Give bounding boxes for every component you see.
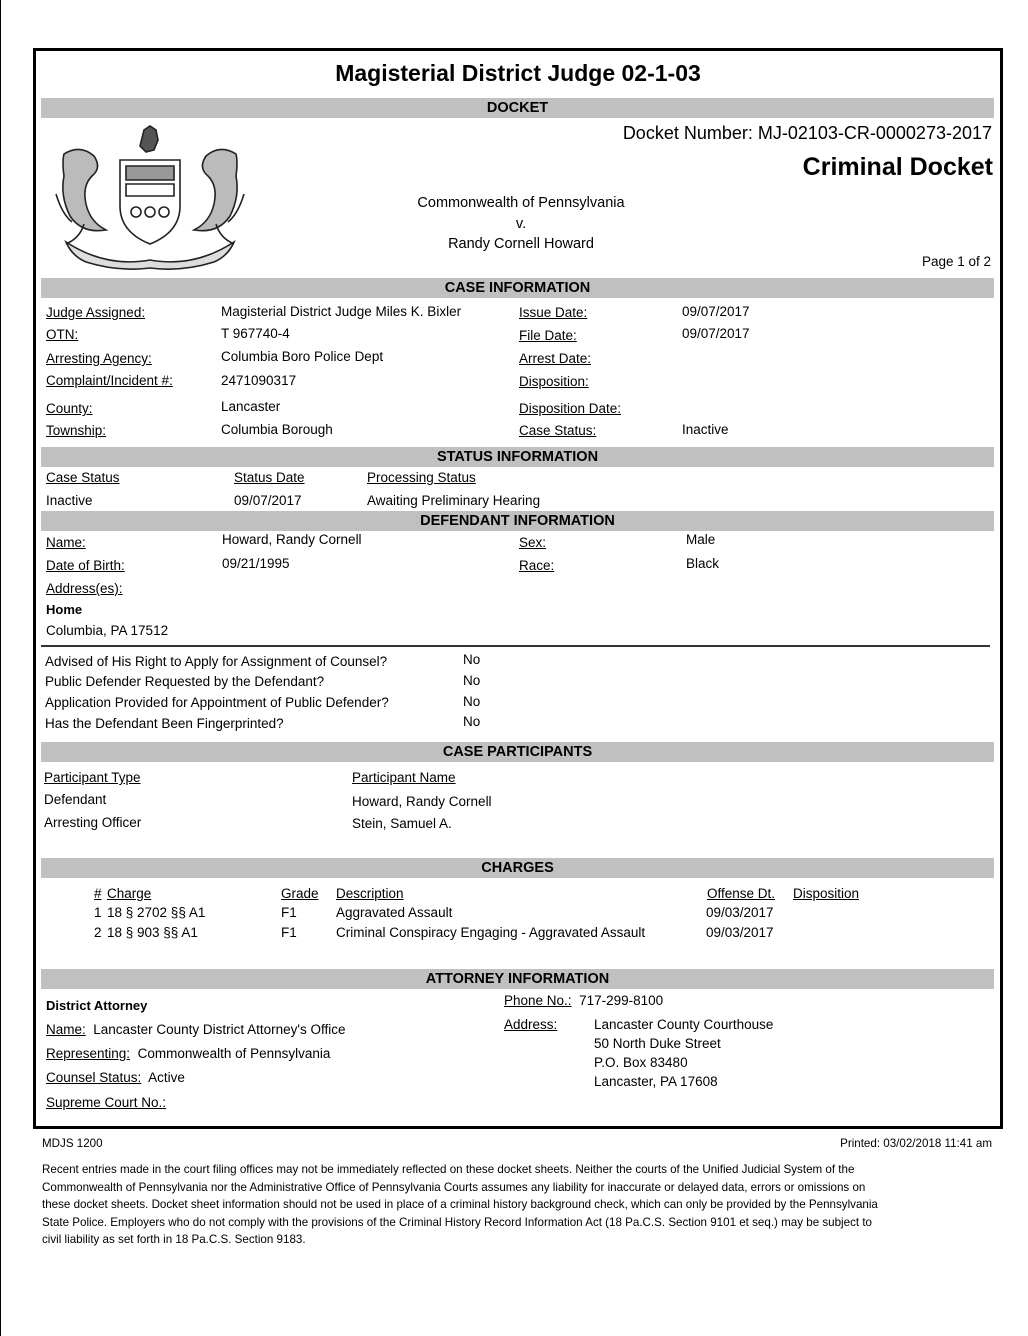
participant-name: Stein, Samuel A. xyxy=(352,816,452,831)
counsel-status-label: Counsel Status: xyxy=(46,1070,142,1085)
file-date-label: File Date: xyxy=(519,328,577,343)
attorney-address-line: Lancaster, PA 17608 xyxy=(594,1074,718,1089)
participant-type-header: Participant Type xyxy=(44,770,141,785)
attorney-information-bar: ATTORNEY INFORMATION xyxy=(41,969,994,989)
participant-name-header: Participant Name xyxy=(352,770,456,785)
caption-plaintiff: Commonwealth of Pennsylvania xyxy=(417,195,625,211)
status-row-case-status: Inactive xyxy=(46,493,93,508)
charge-offense-dt: 09/03/2017 xyxy=(706,925,774,940)
status-row-status-date: 09/07/2017 xyxy=(234,493,302,508)
disposition-date-label: Disposition Date: xyxy=(519,401,622,416)
charge-offense-dt: 09/03/2017 xyxy=(706,905,774,920)
participant-type: Arresting Officer xyxy=(44,815,142,830)
defendant-name-value: Howard, Randy Cornell xyxy=(222,532,362,547)
judge-assigned-label: Judge Assigned: xyxy=(46,305,146,320)
attorney-address-line: 50 North Duke Street xyxy=(594,1036,721,1051)
phone-value: 717-299-8100 xyxy=(579,993,664,1008)
race-value: Black xyxy=(686,556,720,571)
attorney-phone-row xyxy=(504,993,663,1008)
case-participants-bar: CASE PARTICIPANTS xyxy=(41,742,994,762)
question-application-provided: Application Provided for Appointment of Public Defender? xyxy=(45,695,389,710)
status-col-case-status: Case Status xyxy=(46,470,120,485)
attorney-name-row xyxy=(46,1022,345,1037)
representing-value: Commonwealth of Pennsylvania xyxy=(137,1046,331,1061)
charge-statute: 18 § 903 §§ A1 xyxy=(107,925,198,940)
attorney-role: District Attorney xyxy=(46,998,148,1013)
status-col-processing-status: Processing Status xyxy=(367,470,476,485)
answer-fingerprinted: No xyxy=(463,714,481,729)
case-information-bar: CASE INFORMATION xyxy=(41,278,994,298)
charges-col-offense-dt: Offense Dt. xyxy=(707,886,776,901)
issue-date-value: 09/07/2017 xyxy=(682,304,750,319)
answer-public-defender-requested: No xyxy=(463,673,481,688)
charges-col-charge: Charge xyxy=(107,886,152,901)
issue-date-label: Issue Date: xyxy=(519,305,588,320)
sex-value: Male xyxy=(686,532,716,547)
docket-number: Docket Number: MJ-02103-CR-0000273-2017 xyxy=(622,123,992,143)
defendant-information-bar: DEFENDANT INFORMATION xyxy=(41,511,994,531)
case-status-label: Case Status: xyxy=(519,423,597,438)
printed-timestamp: Printed: 03/02/2018 11:41 am xyxy=(840,1137,992,1150)
docket-type: Criminal Docket xyxy=(802,153,993,181)
supreme-court-label: Supreme Court No.: xyxy=(46,1095,167,1110)
status-row-processing-status: Awaiting Preliminary Hearing xyxy=(367,493,541,508)
disposition-label: Disposition: xyxy=(519,374,589,389)
attorney-address-line: P.O. Box 83480 xyxy=(594,1055,688,1070)
charges-col-disposition: Disposition xyxy=(793,886,860,901)
attorney-name-label: Name: xyxy=(46,1022,86,1037)
complaint-incident-value: 2471090317 xyxy=(221,373,297,388)
question-fingerprinted: Has the Defendant Been Fingerprinted? xyxy=(45,716,284,731)
dob-value: 09/21/1995 xyxy=(222,556,290,571)
page-title: Magisterial District Judge 02-1-03 xyxy=(335,60,701,86)
docket-bar: DOCKET xyxy=(41,98,994,118)
charge-num: 2 xyxy=(94,925,102,940)
judge-assigned-value: Magisterial District Judge Miles K. Bixler xyxy=(221,304,462,319)
arrest-date-label: Arrest Date: xyxy=(519,351,592,366)
arresting-agency-label: Arresting Agency: xyxy=(46,351,152,366)
question-public-defender-requested: Public Defender Requested by the Defendant? xyxy=(45,674,325,689)
representing-label: Representing: xyxy=(46,1046,131,1061)
status-information-bar: STATUS INFORMATION xyxy=(41,447,994,467)
divider xyxy=(41,645,990,647)
participant-type: Defendant xyxy=(44,792,107,807)
sex-label: Sex: xyxy=(519,535,547,550)
charge-description: Criminal Conspiracy Engaging - Aggravated Assault xyxy=(336,925,646,940)
form-id: MDJS 1200 xyxy=(42,1137,103,1150)
attorney-name-value: Lancaster County District Attorney's Office xyxy=(93,1022,346,1037)
counsel-status-row xyxy=(46,1070,185,1085)
otn-label: OTN: xyxy=(46,327,79,342)
arresting-agency-value: Columbia Boro Police Dept xyxy=(221,349,384,364)
otn-value: T 967740-4 xyxy=(221,326,290,341)
charge-statute: 18 § 2702 §§ A1 xyxy=(107,905,206,920)
township-label: Township: xyxy=(46,423,107,438)
address-value: Columbia, PA 17512 xyxy=(46,623,169,638)
race-label: Race: xyxy=(519,558,555,573)
addresses-label: Address(es): xyxy=(46,581,123,596)
answer-counsel: No xyxy=(463,652,481,667)
attorney-address-line: Lancaster County Courthouse xyxy=(594,1017,774,1032)
county-value: Lancaster xyxy=(221,399,281,414)
question-counsel: Advised of His Right to Apply for Assignment of Counsel? xyxy=(45,654,388,669)
caption-defendant: Randy Cornell Howard xyxy=(448,236,594,252)
attorney-representing-row xyxy=(46,1046,330,1061)
address-label: Address: xyxy=(504,1017,558,1032)
file-date-value: 09/07/2017 xyxy=(682,326,750,341)
charges-col-grade: Grade xyxy=(281,886,319,901)
charges-col-num: # xyxy=(94,886,102,901)
address-type: Home xyxy=(46,602,83,617)
phone-label: Phone No.: xyxy=(504,993,572,1008)
charge-description: Aggravated Assault xyxy=(336,905,453,920)
counsel-status-value: Active xyxy=(148,1070,185,1085)
defendant-name-label: Name: xyxy=(46,535,86,550)
answer-application-provided: No xyxy=(463,694,481,709)
charges-bar: CHARGES xyxy=(41,858,994,878)
page-number: Page 1 of 2 xyxy=(921,254,991,269)
charge-grade: F1 xyxy=(281,905,297,920)
charge-num: 1 xyxy=(94,905,102,920)
participant-name: Howard, Randy Cornell xyxy=(352,794,492,809)
complaint-incident-label: Complaint/Incident #: xyxy=(46,373,173,388)
charge-grade: F1 xyxy=(281,925,297,940)
status-col-status-date: Status Date xyxy=(234,470,305,485)
caption-v: v. xyxy=(515,216,527,232)
county-label: County: xyxy=(46,401,93,416)
case-status-value: Inactive xyxy=(682,422,729,437)
dob-label: Date of Birth: xyxy=(46,558,125,573)
disclaimer-text: Recent entries made in the court filing offices may not be immediately reflected on these docket sheets. Neither the courts of the Unified Judicial System of the Commonwealth of Pennsylvania nor the Administrative Office of Pennsylvania Courts assumes any liability for inaccurate or delayed data, errors or omissions on these docket sheets. Docket sheet information should not be used in place of a criminal history background check, which can only be provided by the Pennsylvania State Police. Employers who do not comply with the provisions of the Criminal History Record Information Act (18 Pa.C.S. Section 9101 et seq.) may be subject to civil liability as set forth in 18 Pa.C.S. Section 9183. xyxy=(42,1163,878,1247)
township-value: Columbia Borough xyxy=(221,422,333,437)
charges-col-description: Description xyxy=(336,886,404,901)
